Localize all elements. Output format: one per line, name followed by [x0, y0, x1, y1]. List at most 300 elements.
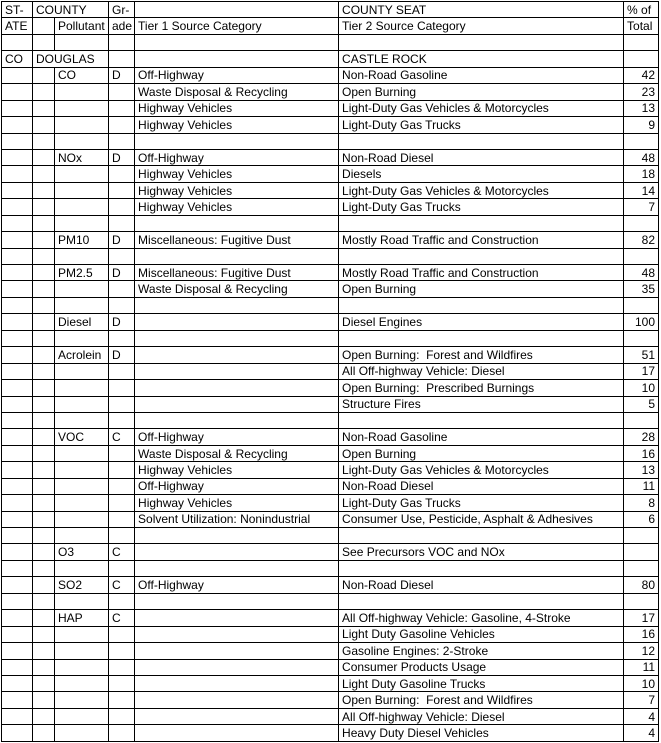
cell-pollutant[interactable]: [55, 117, 109, 133]
cell-tier2[interactable]: Non-Road Diesel: [339, 149, 624, 165]
cell-tier1[interactable]: Highway Vehicles: [135, 100, 339, 116]
cell-county[interactable]: [33, 215, 55, 231]
cell-tier1[interactable]: [135, 675, 339, 691]
cell-grade[interactable]: C: [109, 429, 135, 445]
cell-county[interactable]: [33, 577, 55, 593]
cell-tier2[interactable]: Light-Duty Gas Trucks: [339, 199, 624, 215]
cell-county[interactable]: [33, 347, 55, 363]
cell-tier1[interactable]: Highway Vehicles: [135, 495, 339, 511]
cell-pct[interactable]: 23: [624, 84, 659, 100]
cell-pollutant[interactable]: [55, 725, 109, 741]
cell-county[interactable]: [33, 396, 55, 412]
header-tier1-spacer-cell[interactable]: [135, 2, 339, 18]
cell-pollutant[interactable]: [55, 659, 109, 675]
cell-grade[interactable]: [109, 560, 135, 576]
cell-pct[interactable]: [624, 133, 659, 149]
cell-pollutant[interactable]: [55, 182, 109, 198]
cell-county[interactable]: [33, 544, 55, 560]
cell-state[interactable]: [2, 265, 33, 281]
cell-grade[interactable]: [109, 511, 135, 527]
cell-tier1[interactable]: [135, 560, 339, 576]
cell-grade[interactable]: D: [109, 347, 135, 363]
cell-tier2[interactable]: Non-Road Gasoline: [339, 429, 624, 445]
cell-tier1[interactable]: Miscellaneous: Fugitive Dust: [135, 232, 339, 248]
cell-pct[interactable]: [624, 412, 659, 428]
cell-tier1[interactable]: [135, 708, 339, 724]
cell-pollutant[interactable]: [55, 692, 109, 708]
cell-grade[interactable]: [109, 708, 135, 724]
cell-tier1[interactable]: [135, 544, 339, 560]
cell-county[interactable]: [33, 281, 55, 297]
cell-tier2[interactable]: [339, 133, 624, 149]
cell-pct[interactable]: 51: [624, 347, 659, 363]
cell-pct[interactable]: [624, 215, 659, 231]
cell-tier2[interactable]: All Off-highway Vehicle: Diesel: [339, 708, 624, 724]
cell-state[interactable]: [2, 511, 33, 527]
cell-tier2[interactable]: Structure Fires: [339, 396, 624, 412]
cell-tier2[interactable]: [339, 297, 624, 313]
cell-tier2[interactable]: [339, 330, 624, 346]
cell-tier2[interactable]: Diesels: [339, 166, 624, 182]
cell-tier1[interactable]: [135, 380, 339, 396]
cell-state[interactable]: [2, 363, 33, 379]
header-state-line2[interactable]: ATE: [2, 18, 33, 34]
cell-tier1[interactable]: [135, 34, 339, 50]
cell-county[interactable]: [33, 149, 55, 165]
cell-tier1[interactable]: [135, 297, 339, 313]
cell-pct[interactable]: 7: [624, 199, 659, 215]
cell-state[interactable]: [2, 708, 33, 724]
cell-county-value[interactable]: DOUGLAS: [33, 51, 109, 67]
cell-tier2[interactable]: [339, 34, 624, 50]
cell-tier2[interactable]: [339, 215, 624, 231]
cell-county[interactable]: [33, 511, 55, 527]
cell-grade[interactable]: [109, 281, 135, 297]
cell-grade[interactable]: [109, 380, 135, 396]
cell-tier1[interactable]: [135, 643, 339, 659]
cell-tier2[interactable]: Open Burning: [339, 445, 624, 461]
cell-pct[interactable]: 4: [624, 708, 659, 724]
cell-pct[interactable]: [624, 593, 659, 609]
cell-pct[interactable]: 10: [624, 675, 659, 691]
cell-county[interactable]: [33, 117, 55, 133]
cell-grade[interactable]: [109, 725, 135, 741]
cell-tier2[interactable]: All Off-highway Vehicle: Gasoline, 4-Stroke: [339, 610, 624, 626]
cell-pollutant[interactable]: [55, 445, 109, 461]
cell-state[interactable]: [2, 725, 33, 741]
cell-state[interactable]: [2, 117, 33, 133]
cell-county[interactable]: [33, 593, 55, 609]
cell-pct[interactable]: 7: [624, 692, 659, 708]
cell-state[interactable]: [2, 429, 33, 445]
header-pollutant[interactable]: Pollutant: [55, 18, 109, 34]
cell-grade[interactable]: [109, 51, 135, 67]
cell-pct[interactable]: [624, 51, 659, 67]
cell-pollutant[interactable]: VOC: [55, 429, 109, 445]
cell-county[interactable]: [33, 232, 55, 248]
cell-grade[interactable]: C: [109, 610, 135, 626]
cell-grade[interactable]: [109, 445, 135, 461]
cell-pollutant[interactable]: [55, 412, 109, 428]
cell-pct[interactable]: 17: [624, 610, 659, 626]
cell-county[interactable]: [33, 67, 55, 83]
cell-pct[interactable]: [624, 248, 659, 264]
cell-pollutant[interactable]: [55, 199, 109, 215]
cell-county[interactable]: [33, 34, 55, 50]
header-state-line1[interactable]: ST-: [2, 2, 33, 18]
cell-county[interactable]: [33, 199, 55, 215]
cell-grade[interactable]: [109, 182, 135, 198]
cell-tier2[interactable]: [339, 248, 624, 264]
cell-county[interactable]: [33, 182, 55, 198]
cell-grade[interactable]: C: [109, 544, 135, 560]
cell-tier2[interactable]: Diesel Engines: [339, 314, 624, 330]
cell-grade[interactable]: [109, 248, 135, 264]
cell-tier2[interactable]: Open Burning: Prescribed Burnings: [339, 380, 624, 396]
cell-tier2[interactable]: [339, 593, 624, 609]
cell-grade[interactable]: D: [109, 314, 135, 330]
cell-pct[interactable]: 17: [624, 363, 659, 379]
cell-county[interactable]: [33, 725, 55, 741]
cell-pollutant[interactable]: [55, 215, 109, 231]
cell-pct[interactable]: 82: [624, 232, 659, 248]
cell-grade[interactable]: [109, 166, 135, 182]
cell-tier2[interactable]: [339, 412, 624, 428]
cell-state[interactable]: [2, 199, 33, 215]
cell-tier1[interactable]: Off-Highway: [135, 429, 339, 445]
cell-tier1[interactable]: [135, 215, 339, 231]
cell-pollutant[interactable]: [55, 133, 109, 149]
cell-tier1[interactable]: [135, 659, 339, 675]
cell-grade[interactable]: [109, 363, 135, 379]
cell-state[interactable]: [2, 396, 33, 412]
cell-tier2[interactable]: Light-Duty Gas Vehicles & Motorcycles: [339, 462, 624, 478]
cell-county[interactable]: [33, 412, 55, 428]
cell-pct[interactable]: [624, 560, 659, 576]
cell-pct[interactable]: 13: [624, 462, 659, 478]
cell-pollutant[interactable]: [55, 396, 109, 412]
header-pct-line2[interactable]: Total: [624, 18, 659, 34]
cell-state[interactable]: [2, 347, 33, 363]
cell-county[interactable]: [33, 675, 55, 691]
cell-pollutant[interactable]: PM2.5: [55, 265, 109, 281]
cell-state[interactable]: [2, 182, 33, 198]
cell-grade[interactable]: [109, 84, 135, 100]
cell-state[interactable]: [2, 232, 33, 248]
cell-county[interactable]: [33, 84, 55, 100]
cell-tier1[interactable]: [135, 51, 339, 67]
cell-state[interactable]: [2, 215, 33, 231]
cell-grade[interactable]: D: [109, 149, 135, 165]
cell-pct[interactable]: 35: [624, 281, 659, 297]
cell-pct[interactable]: 42: [624, 67, 659, 83]
cell-grade[interactable]: [109, 34, 135, 50]
cell-tier1[interactable]: Waste Disposal & Recycling: [135, 281, 339, 297]
cell-pct[interactable]: 14: [624, 182, 659, 198]
cell-grade[interactable]: [109, 412, 135, 428]
cell-tier2[interactable]: [339, 560, 624, 576]
cell-tier1[interactable]: Solvent Utilization: Nonindustrial: [135, 511, 339, 527]
cell-county[interactable]: [33, 659, 55, 675]
cell-pollutant[interactable]: NOx: [55, 149, 109, 165]
cell-tier1[interactable]: Off-Highway: [135, 478, 339, 494]
cell-state[interactable]: [2, 659, 33, 675]
cell-pct[interactable]: 11: [624, 659, 659, 675]
cell-state-value[interactable]: CO: [2, 51, 33, 67]
cell-pct[interactable]: [624, 528, 659, 544]
cell-tier2[interactable]: Open Burning: [339, 84, 624, 100]
cell-tier1[interactable]: Highway Vehicles: [135, 117, 339, 133]
cell-pct[interactable]: 6: [624, 511, 659, 527]
cell-county[interactable]: [33, 429, 55, 445]
cell-grade[interactable]: [109, 330, 135, 346]
cell-tier1[interactable]: Highway Vehicles: [135, 462, 339, 478]
cell-tier1[interactable]: Highway Vehicles: [135, 182, 339, 198]
cell-pollutant[interactable]: Acrolein: [55, 347, 109, 363]
cell-state[interactable]: [2, 412, 33, 428]
cell-pct[interactable]: 48: [624, 149, 659, 165]
cell-pollutant[interactable]: [55, 626, 109, 642]
cell-tier1[interactable]: Off-Highway: [135, 577, 339, 593]
cell-county[interactable]: [33, 462, 55, 478]
cell-pollutant[interactable]: [55, 511, 109, 527]
cell-pollutant[interactable]: HAP: [55, 610, 109, 626]
cell-tier1[interactable]: Miscellaneous: Fugitive Dust: [135, 265, 339, 281]
cell-pollutant[interactable]: SO2: [55, 577, 109, 593]
cell-grade[interactable]: [109, 659, 135, 675]
cell-tier2[interactable]: Consumer Use, Pesticide, Asphalt & Adhesives: [339, 511, 624, 527]
cell-grade[interactable]: [109, 133, 135, 149]
cell-county[interactable]: [33, 297, 55, 313]
cell-tier1[interactable]: Highway Vehicles: [135, 199, 339, 215]
cell-grade[interactable]: [109, 462, 135, 478]
cell-pollutant[interactable]: [55, 708, 109, 724]
cell-pollutant[interactable]: [55, 34, 109, 50]
cell-state[interactable]: [2, 445, 33, 461]
cell-pollutant[interactable]: [55, 478, 109, 494]
cell-tier2[interactable]: Gasoline Engines: 2-Stroke: [339, 643, 624, 659]
cell-county[interactable]: [33, 100, 55, 116]
cell-grade[interactable]: [109, 396, 135, 412]
header-county-seat[interactable]: COUNTY SEAT: [339, 2, 624, 18]
header-county-spacer-cell[interactable]: [33, 18, 55, 34]
cell-state[interactable]: [2, 330, 33, 346]
cell-grade[interactable]: [109, 675, 135, 691]
cell-tier1[interactable]: Off-Highway: [135, 67, 339, 83]
cell-tier2[interactable]: Non-Road Gasoline: [339, 67, 624, 83]
cell-pct[interactable]: 4: [624, 725, 659, 741]
cell-pollutant[interactable]: [55, 528, 109, 544]
cell-county[interactable]: [33, 330, 55, 346]
cell-tier2[interactable]: Light-Duty Gas Vehicles & Motorcycles: [339, 182, 624, 198]
cell-tier1[interactable]: Highway Vehicles: [135, 166, 339, 182]
cell-tier1[interactable]: [135, 610, 339, 626]
cell-county[interactable]: [33, 692, 55, 708]
cell-pollutant[interactable]: [55, 281, 109, 297]
cell-tier1[interactable]: [135, 248, 339, 264]
cell-county[interactable]: [33, 495, 55, 511]
cell-state[interactable]: [2, 281, 33, 297]
cell-pct[interactable]: [624, 34, 659, 50]
cell-pollutant[interactable]: [55, 643, 109, 659]
cell-county[interactable]: [33, 528, 55, 544]
cell-tier2[interactable]: Open Burning: [339, 281, 624, 297]
cell-pct[interactable]: 8: [624, 495, 659, 511]
cell-grade[interactable]: C: [109, 577, 135, 593]
cell-state[interactable]: [2, 528, 33, 544]
cell-county-seat-value[interactable]: CASTLE ROCK: [339, 51, 624, 67]
cell-pct[interactable]: 100: [624, 314, 659, 330]
cell-tier1[interactable]: [135, 314, 339, 330]
cell-tier1[interactable]: [135, 412, 339, 428]
cell-state[interactable]: [2, 133, 33, 149]
header-tier1[interactable]: Tier 1 Source Category: [135, 18, 339, 34]
cell-pct[interactable]: 11: [624, 478, 659, 494]
cell-state[interactable]: [2, 478, 33, 494]
cell-pollutant[interactable]: [55, 166, 109, 182]
cell-grade[interactable]: [109, 643, 135, 659]
cell-state[interactable]: [2, 248, 33, 264]
cell-state[interactable]: [2, 626, 33, 642]
cell-pollutant[interactable]: Diesel: [55, 314, 109, 330]
cell-tier1[interactable]: [135, 626, 339, 642]
cell-pollutant[interactable]: [55, 495, 109, 511]
cell-grade[interactable]: [109, 478, 135, 494]
cell-pollutant[interactable]: O3: [55, 544, 109, 560]
cell-pct[interactable]: 13: [624, 100, 659, 116]
cell-tier2[interactable]: Heavy Duty Diesel Vehicles: [339, 725, 624, 741]
cell-tier1[interactable]: [135, 528, 339, 544]
cell-grade[interactable]: [109, 199, 135, 215]
cell-tier2[interactable]: Light-Duty Gas Vehicles & Motorcycles: [339, 100, 624, 116]
header-county[interactable]: COUNTY: [33, 2, 109, 18]
cell-state[interactable]: [2, 692, 33, 708]
cell-grade[interactable]: [109, 626, 135, 642]
cell-pct[interactable]: 28: [624, 429, 659, 445]
cell-pollutant[interactable]: [55, 330, 109, 346]
cell-grade[interactable]: [109, 215, 135, 231]
cell-pollutant[interactable]: [55, 462, 109, 478]
cell-state[interactable]: [2, 610, 33, 626]
cell-tier1[interactable]: [135, 363, 339, 379]
cell-state[interactable]: [2, 544, 33, 560]
cell-tier2[interactable]: [339, 528, 624, 544]
header-pct-line1[interactable]: % of: [624, 2, 659, 18]
cell-state[interactable]: [2, 297, 33, 313]
cell-tier2[interactable]: Mostly Road Traffic and Construction: [339, 232, 624, 248]
cell-pct[interactable]: [624, 330, 659, 346]
cell-county[interactable]: [33, 314, 55, 330]
cell-pollutant[interactable]: [55, 675, 109, 691]
cell-state[interactable]: [2, 67, 33, 83]
cell-tier2[interactable]: Non-Road Diesel: [339, 577, 624, 593]
cell-grade[interactable]: D: [109, 232, 135, 248]
cell-state[interactable]: [2, 577, 33, 593]
cell-pct[interactable]: 5: [624, 396, 659, 412]
cell-county[interactable]: [33, 560, 55, 576]
cell-pollutant[interactable]: [55, 84, 109, 100]
cell-state[interactable]: [2, 643, 33, 659]
cell-pct[interactable]: 16: [624, 445, 659, 461]
cell-county[interactable]: [33, 478, 55, 494]
cell-grade[interactable]: [109, 692, 135, 708]
cell-state[interactable]: [2, 380, 33, 396]
cell-state[interactable]: [2, 34, 33, 50]
cell-state[interactable]: [2, 495, 33, 511]
cell-tier1[interactable]: [135, 692, 339, 708]
cell-grade[interactable]: D: [109, 67, 135, 83]
cell-state[interactable]: [2, 314, 33, 330]
cell-pollutant[interactable]: [55, 297, 109, 313]
cell-pct[interactable]: 16: [624, 626, 659, 642]
cell-grade[interactable]: [109, 528, 135, 544]
cell-grade[interactable]: [109, 495, 135, 511]
cell-state[interactable]: [2, 462, 33, 478]
cell-grade[interactable]: D: [109, 265, 135, 281]
cell-state[interactable]: [2, 675, 33, 691]
cell-tier2[interactable]: Open Burning: Forest and Wildfires: [339, 692, 624, 708]
cell-tier1[interactable]: [135, 396, 339, 412]
cell-county[interactable]: [33, 643, 55, 659]
cell-pct[interactable]: 18: [624, 166, 659, 182]
cell-tier2[interactable]: Mostly Road Traffic and Construction: [339, 265, 624, 281]
cell-county[interactable]: [33, 133, 55, 149]
cell-county[interactable]: [33, 445, 55, 461]
cell-tier2[interactable]: Light-Duty Gas Trucks: [339, 495, 624, 511]
cell-tier1[interactable]: Waste Disposal & Recycling: [135, 84, 339, 100]
cell-grade[interactable]: [109, 297, 135, 313]
cell-tier2[interactable]: Light Duty Gasoline Trucks: [339, 675, 624, 691]
cell-county[interactable]: [33, 265, 55, 281]
cell-tier2[interactable]: Light Duty Gasoline Vehicles: [339, 626, 624, 642]
header-grade-line2[interactable]: ade: [109, 18, 135, 34]
cell-state[interactable]: [2, 84, 33, 100]
cell-county[interactable]: [33, 708, 55, 724]
cell-grade[interactable]: [109, 100, 135, 116]
cell-tier2[interactable]: Open Burning: Forest and Wildfires: [339, 347, 624, 363]
header-tier2[interactable]: Tier 2 Source Category: [339, 18, 624, 34]
cell-tier2[interactable]: All Off-highway Vehicle: Diesel: [339, 363, 624, 379]
cell-state[interactable]: [2, 149, 33, 165]
cell-pct[interactable]: 12: [624, 643, 659, 659]
header-grade-line1[interactable]: Gr-: [109, 2, 135, 18]
cell-tier1[interactable]: [135, 593, 339, 609]
cell-grade[interactable]: [109, 593, 135, 609]
cell-tier1[interactable]: Off-Highway: [135, 149, 339, 165]
cell-tier1[interactable]: Waste Disposal & Recycling: [135, 445, 339, 461]
cell-county[interactable]: [33, 248, 55, 264]
cell-pollutant[interactable]: [55, 380, 109, 396]
cell-state[interactable]: [2, 593, 33, 609]
cell-grade[interactable]: [109, 117, 135, 133]
cell-pct[interactable]: 80: [624, 577, 659, 593]
cell-pct[interactable]: 48: [624, 265, 659, 281]
cell-pct[interactable]: 10: [624, 380, 659, 396]
cell-pollutant[interactable]: [55, 248, 109, 264]
cell-tier1[interactable]: [135, 133, 339, 149]
cell-tier1[interactable]: [135, 725, 339, 741]
cell-pollutant[interactable]: CO: [55, 67, 109, 83]
cell-pollutant[interactable]: PM10: [55, 232, 109, 248]
cell-county[interactable]: [33, 626, 55, 642]
cell-tier1[interactable]: [135, 347, 339, 363]
cell-state[interactable]: [2, 560, 33, 576]
cell-tier2[interactable]: Consumer Products Usage: [339, 659, 624, 675]
cell-county[interactable]: [33, 380, 55, 396]
cell-tier1[interactable]: [135, 330, 339, 346]
cell-pct[interactable]: 9: [624, 117, 659, 133]
cell-pollutant[interactable]: [55, 100, 109, 116]
